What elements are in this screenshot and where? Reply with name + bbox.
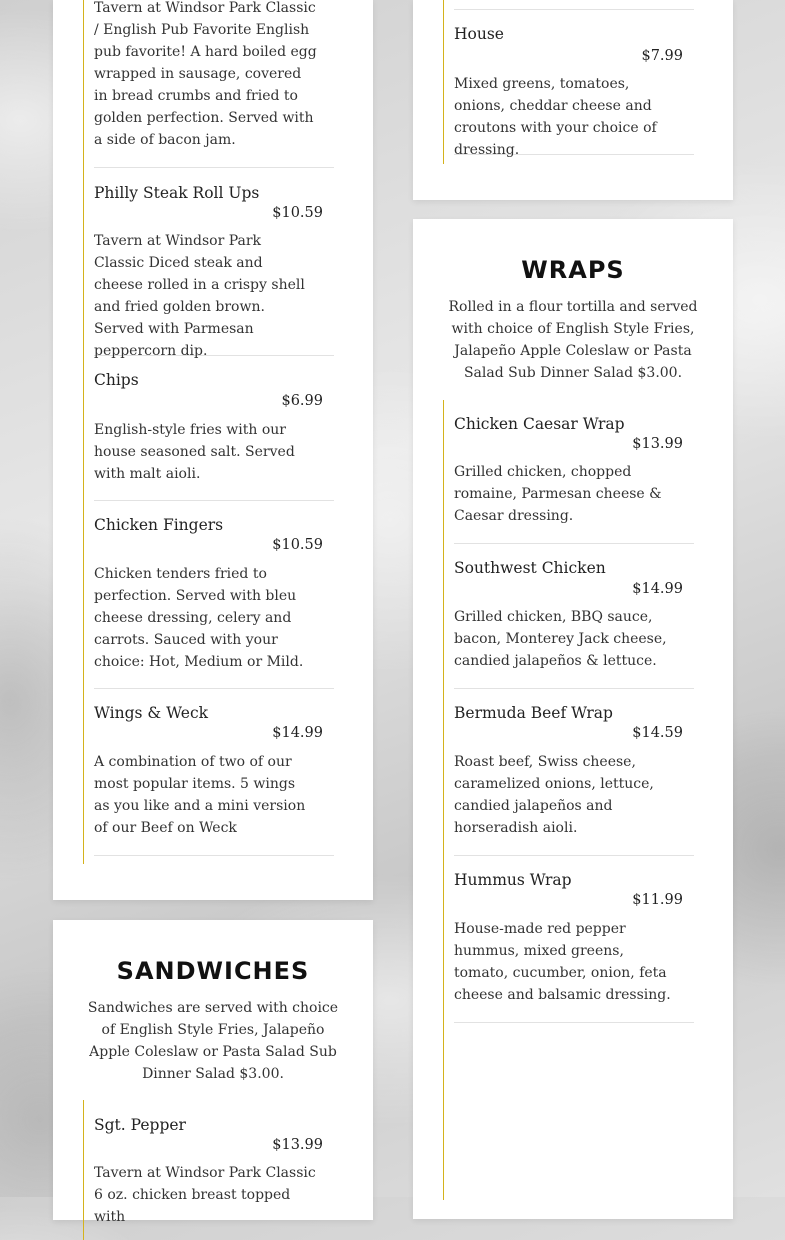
section-description: Sandwiches are served with choice of English Style Fries, Jalapeño Apple Coleslaw or Pasta Salad Sub Dinner Salad $3.00. [87,1000,339,1082]
item-name: House [454,25,504,43]
item-price: $13.99 [632,436,683,452]
menu-item [94,168,334,359]
item-name: Sgt. Pepper [94,1116,186,1134]
item-description: Grilled chicken, chopped romaine, Parmesan cheese & Caesar dressing. [454,464,662,524]
menu-item [94,501,334,689]
item-price: $14.99 [272,725,323,741]
appetizers-list [83,0,334,864]
item-name: Hummus Wrap [454,871,572,889]
item-name: Chicken Caesar Wrap [454,415,625,433]
item-price: $14.59 [632,725,683,741]
menu-item [454,10,694,158]
item-name: Wings & Weck [94,704,209,722]
menu-item [94,1100,334,1240]
item-price: $11.99 [632,892,683,908]
item-description: A combination of two of our most popular items. 5 wings as you like and a mini version of our Beef on Weck [94,754,306,836]
section-title: SANDWICHES [116,957,310,985]
item-price: $10.59 [272,205,323,221]
menu-item [454,856,694,1023]
item-price: $14.99 [632,581,683,597]
menu-item [94,356,334,501]
menu-item [94,689,334,856]
appetizers-card [53,0,373,900]
item-name: Chips [94,371,139,389]
wraps-card [413,219,733,1219]
menu-item [454,689,694,856]
item-description: Roast beef, Swiss cheese, caramelized onions, lettuce, candied jalapeños and horseradish aioli. [454,754,654,836]
item-description: Grilled chicken, BBQ sauce, bacon, Monterey Jack cheese, candied jalapeños & lettuce. [454,609,667,669]
section-description: Rolled in a flour tortilla and served with choice of English Style Fries, Jalapeño Apple Coleslaw or Pasta Salad Sub Dinner Salad $3.00. [448,299,698,381]
item-divider [454,0,694,10]
item-name: Bermuda Beef Wrap [454,704,613,722]
item-description: Mixed greens, tomatoes, onions, cheddar cheese and croutons with your choice of dressing. [454,76,657,158]
item-name: Chicken Fingers [94,516,224,534]
item-name: Southwest Chicken [454,559,606,577]
menu-item [454,400,694,544]
item-price: $13.99 [272,1137,323,1153]
item-name: Philly Steak Roll Ups [94,184,260,202]
sandwiches-list [83,1100,334,1240]
item-description: English-style fries with our house seasoned salt. Served with malt aioli. [94,422,295,482]
item-description: Tavern at Windsor Park Classic 6 oz. chicken breast topped with [94,1165,316,1225]
wraps-list [443,400,694,1200]
item-price: $10.59 [272,537,323,553]
salads-card [413,0,733,200]
item-description: Tavern at Windsor Park Classic Diced steak and cheese rolled in a crispy shell and fried golden brown. Served with Parmesan peppercorn dip. [94,233,305,359]
menu-item [94,0,334,168]
item-description: Tavern at Windsor Park Classic / English Pub Favorite English pub favorite! A hard boiled egg wrapped in sausage, covered in bread crumbs and fried to golden perfection. Served with a side of bacon jam. [94,0,317,148]
item-description: Chicken tenders fried to perfection. Served with bleu cheese dressing, celery and carrots. Sauced with your choice: Hot, Medium or Mild. [94,566,304,670]
item-price: $6.99 [281,393,323,409]
sandwiches-card [53,920,373,1225]
menu-item [454,544,694,689]
section-title: WRAPS [521,256,625,284]
item-price: $7.99 [641,48,683,64]
item-description: House-made red pepper hummus, mixed greens, tomato, cucumber, onion, feta cheese and balsamic dressing. [454,921,671,1003]
salads-list [443,0,694,164]
